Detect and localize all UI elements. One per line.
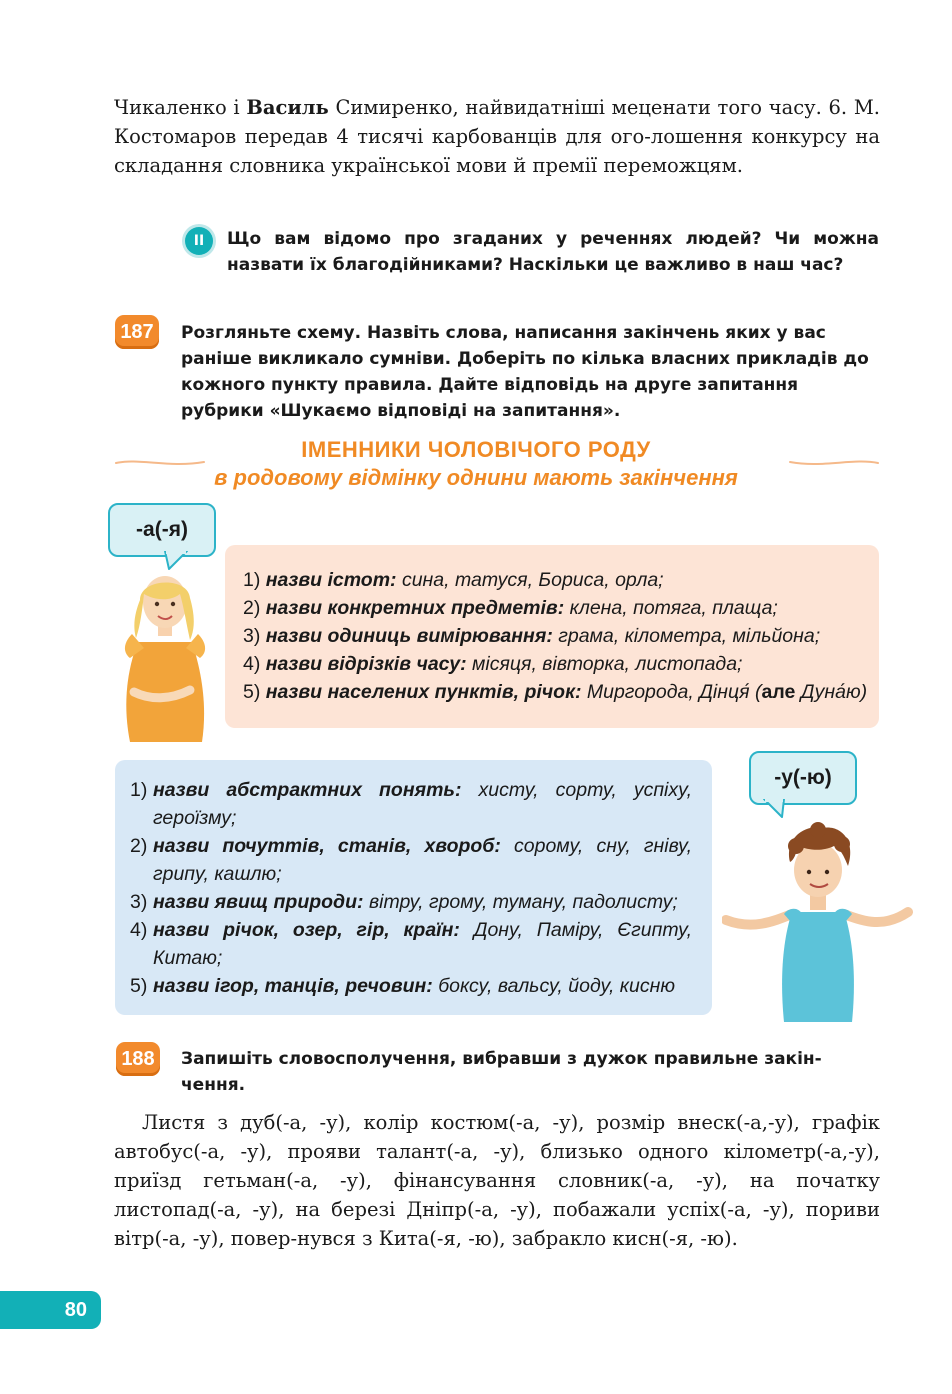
rule-item-term: назви конкретних предметів: (265, 597, 565, 619)
rule-item-examples: клена, потяга, плаща; (564, 597, 778, 619)
rule-item (130, 888, 692, 916)
ending-u-rules-box (115, 760, 712, 1015)
rule-item-term: назви явищ природи: (153, 891, 364, 913)
exercise-188-text: Листя з дуб(-а, -у), колір костюм(-а, -у), розмір внеск(-а,-у), графік автобус(-а, -у), прояви талант(-а, -у), близько одного кілометр(-а,-у), приїзд гетьман(-а, -у), фінансування словник(-а, -у), на початку листопад(-а, -у), на березі Дніпр(-а, -у), побажали успіх(-а, -у), пориви вітр(-а, -у), повер-нувся з Кита(-я, -ю), забракло кисн(-я, -ю). (114, 1111, 880, 1250)
rule-item-number: 2) (130, 835, 148, 857)
ending-a-bubble (108, 503, 216, 557)
bubble-a-tail (163, 551, 191, 571)
rule-item-examples: Дону, Паміру, Єгипту, Китаю; (153, 919, 692, 969)
rule-item (130, 916, 692, 972)
rule-item-examples: сорому, сну, гніву, грипу, кашлю; (153, 835, 693, 885)
intro-text-part1: Чикаленко і (114, 96, 247, 119)
rule-item-number: 3) (243, 625, 266, 647)
exercise-188-badge: 188 (116, 1042, 160, 1076)
exercise-187-badge: 187 (115, 315, 159, 349)
rule-item-term: назви населених пунктів, річок: (265, 681, 582, 703)
ending-u-label: -у(-ю) (774, 766, 832, 789)
rule-item-number: 2) (243, 597, 266, 619)
rule-item (130, 776, 692, 832)
discussion-icon: II (185, 227, 213, 255)
rule-item (243, 678, 867, 706)
rule-item (130, 972, 692, 1000)
rule-item-term: назви істот: (265, 569, 397, 591)
rule-item-number: 5) (243, 681, 266, 703)
ending-a-label: -а(-я) (136, 518, 188, 541)
rule-item (243, 594, 867, 622)
exercise-187-instructions: Розгляньте схему. Назвіть слова, написання закінчень яких у вас раніше викликало сумніви. Доберіть по кілька власних прикладів до кожного пункту правила. Дайте відповідь на друге запитання рубрики «Шукаємо відповіді на запитання». (181, 323, 869, 421)
ending-a-rules-list (243, 566, 867, 706)
rule-item-examples: грама, кілометра, мільйона; (552, 625, 821, 647)
rule-item-term: назви почуттів, станів, хвороб: (153, 835, 501, 857)
rule-item-term: назви одиниць вимірювання: (265, 625, 553, 647)
rule-title: ІМЕННИКИ ЧОЛОВІЧОГО РОДУ (301, 437, 651, 462)
rule-item-number: 4) (130, 919, 148, 941)
rule-item (243, 650, 867, 678)
rule-item-term: назви річок, озер, гір, країн: (153, 919, 460, 941)
intro-bold-name: Василь (246, 96, 329, 119)
ending-u-rules-list (130, 776, 692, 1000)
rule-item (243, 622, 867, 650)
bubble-u-tail (760, 799, 788, 819)
rule-item-examples: хисту, сорту, успіху, героїзму; (153, 779, 692, 829)
rule-item-term: назви ігор, танців, речовин: (153, 975, 433, 997)
rule-item (130, 832, 692, 888)
rule-item-exception-example: Дуна́ю) (795, 681, 868, 703)
rule-item-term: назви відрізків часу: (265, 653, 467, 675)
intro-text-part2: Симиренко, найвидатніші меценати того часу. 6. М. Костомаров передав 4 тисячі карбованців для ого-лошення конкурсу на складання словника української мови й премії переможцям. (114, 96, 880, 177)
rule-item-exception-word: але (761, 681, 796, 703)
rule-item-number: 1) (130, 779, 148, 801)
boy-illustration (722, 822, 914, 1022)
ending-u-bubble (749, 751, 857, 805)
rule-subtitle: в родовому відмінку однини мають закінчення (214, 465, 738, 490)
exercise-188-instructions: Запишіть словосполучення, вибравши з дужок правильне закін-чення. (181, 1049, 822, 1095)
page-number: 80 (0, 1291, 101, 1329)
intro-paragraph (114, 93, 880, 180)
rule-item-examples: вітру, грому, туману, падолисту; (363, 891, 678, 913)
rule-item-examples: місяця, вівторка, листопада; (466, 653, 743, 675)
rule-item-term: назви абстрактних понять: (153, 779, 462, 801)
rule-item-number: 4) (243, 653, 266, 675)
rule-item-examples: сина, татуся, Бориса, орла; (396, 569, 664, 591)
discussion-question: Що вам відомо про згаданих у реченнях людей? Чи можна назвати їх благодійниками? Наскільки це важливо в наш час? (227, 229, 879, 275)
rule-item-examples: Миргорода, Дінця́ ( (581, 681, 762, 703)
rule-item-number: 3) (130, 891, 148, 913)
rule-item-number: 1) (243, 569, 266, 591)
rule-item-examples: боксу, вальсу, йоду, кисню (432, 975, 675, 997)
girl-illustration (110, 572, 225, 747)
ending-a-rules-box (225, 545, 879, 728)
rule-item-number: 5) (130, 975, 148, 997)
rule-item (243, 566, 867, 594)
